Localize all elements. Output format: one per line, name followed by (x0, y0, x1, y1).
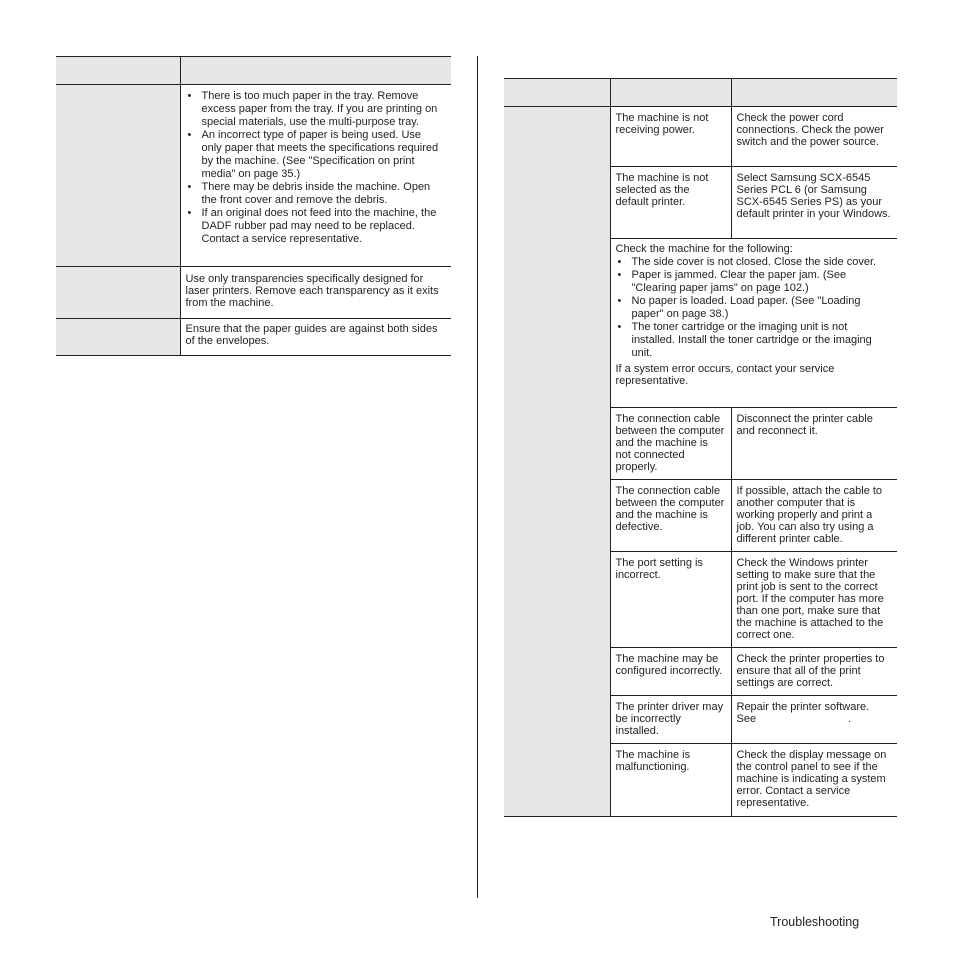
table-row (504, 107, 897, 167)
cause-text: The machine is malfunctioning. (615, 749, 691, 773)
list-item: • There may be debris inside the machine. Open the front cover and remove the debris. (186, 181, 444, 207)
row-problem-cell (56, 319, 180, 356)
check-list (616, 256, 890, 360)
cause-text: The connection cable between the computer and the machine is not connected properly. (615, 413, 725, 473)
cause-text: The machine is not selected as the default printer. (615, 172, 709, 208)
page-footer-section: Troubleshooting (770, 915, 860, 929)
period-text: . (848, 713, 852, 725)
table-row (56, 267, 451, 319)
list-item: • The toner cartridge or the imaging unit is not installed. Install the toner cartridge or the imaging unit. (616, 321, 890, 360)
solution-text: Disconnect the printer cable and reconnect it. (736, 413, 873, 437)
table-row (56, 85, 451, 267)
right-header-condition (504, 79, 610, 107)
solution-text: Select Samsung SCX-6545 Series PCL 6 (or Samsung SCX-6545 Series PS) as your default printer in your Windows. (736, 172, 891, 220)
cause-text: The port setting is incorrect. (615, 557, 703, 581)
suggestion-list (186, 90, 444, 246)
table-row (56, 319, 451, 356)
left-header-condition (56, 57, 180, 85)
solution-text: Ensure that the paper guides are against both sides of the envelopes. (185, 323, 438, 347)
check-intro: Check the machine for the following: (615, 243, 793, 255)
column-divider (477, 56, 478, 898)
check-outro: If a system error occurs, contact your service representative. (615, 363, 835, 387)
row-problem-cell (56, 85, 180, 267)
list-item: • Paper is jammed. Clear the paper jam. (See "Clearing paper jams" on page 102.) (616, 269, 890, 295)
cause-text: The printer driver may be incorrectly installed. (615, 701, 724, 737)
left-troubleshooting-table (56, 56, 451, 356)
solution-text: Use only transparencies specifically designed for laser printers. Remove each transparency as it exits from the machine. (185, 273, 439, 309)
solution-text: Check the Windows printer setting to make sure that the print job is sent to the correct port. If the computer has more than one port, make sure that the machine is attached to the correct one. (736, 557, 884, 641)
cause-text: The connection cable between the computer and the machine is defective. (615, 485, 725, 533)
left-table-header (56, 57, 451, 85)
right-table-header (504, 79, 897, 107)
list-item: • If an original does not feed into the machine, the DADF rubber pad may need to be replaced. Contact a service representative. (186, 207, 444, 246)
list-item: • The side cover is not closed. Close the side cover. (616, 256, 890, 269)
list-item: • There is too much paper in the tray. Remove excess paper from the tray. If you are printing on special materials, use the multi-purpose tray. (186, 90, 444, 129)
solution-text: Check the power cord connections. Check the power switch and the power source. (736, 112, 884, 148)
list-item: • No paper is loaded. Load paper. (See "Loading paper" on page 38.) (616, 295, 890, 321)
condition-cell (504, 107, 610, 817)
cause-text: The machine may be configured incorrectly. (615, 653, 723, 677)
solution-text: Check the display message on the control panel to see if the machine is indicating a system error. Contact a service representative. (736, 749, 887, 809)
cause-text: The machine is not receiving power. (615, 112, 709, 136)
left-header-solution (180, 57, 451, 85)
list-item: • An incorrect type of paper is being used. Use only paper that meets the specifications required by the machine. (See "Specification on print media" on page 35.) (186, 129, 444, 181)
solution-text: Repair the printer software. (736, 701, 870, 713)
row-problem-cell (56, 267, 180, 319)
solution-text: If possible, attach the cable to another computer that is working properly and print a job. You can also try using a different printer cable. (736, 485, 883, 545)
right-header-cause (610, 79, 731, 107)
right-header-solution (731, 79, 897, 107)
solution-text: Check the printer properties to ensure that all of the print settings are correct. (736, 653, 885, 689)
right-troubleshooting-table (504, 78, 897, 817)
see-text: See (736, 713, 757, 725)
